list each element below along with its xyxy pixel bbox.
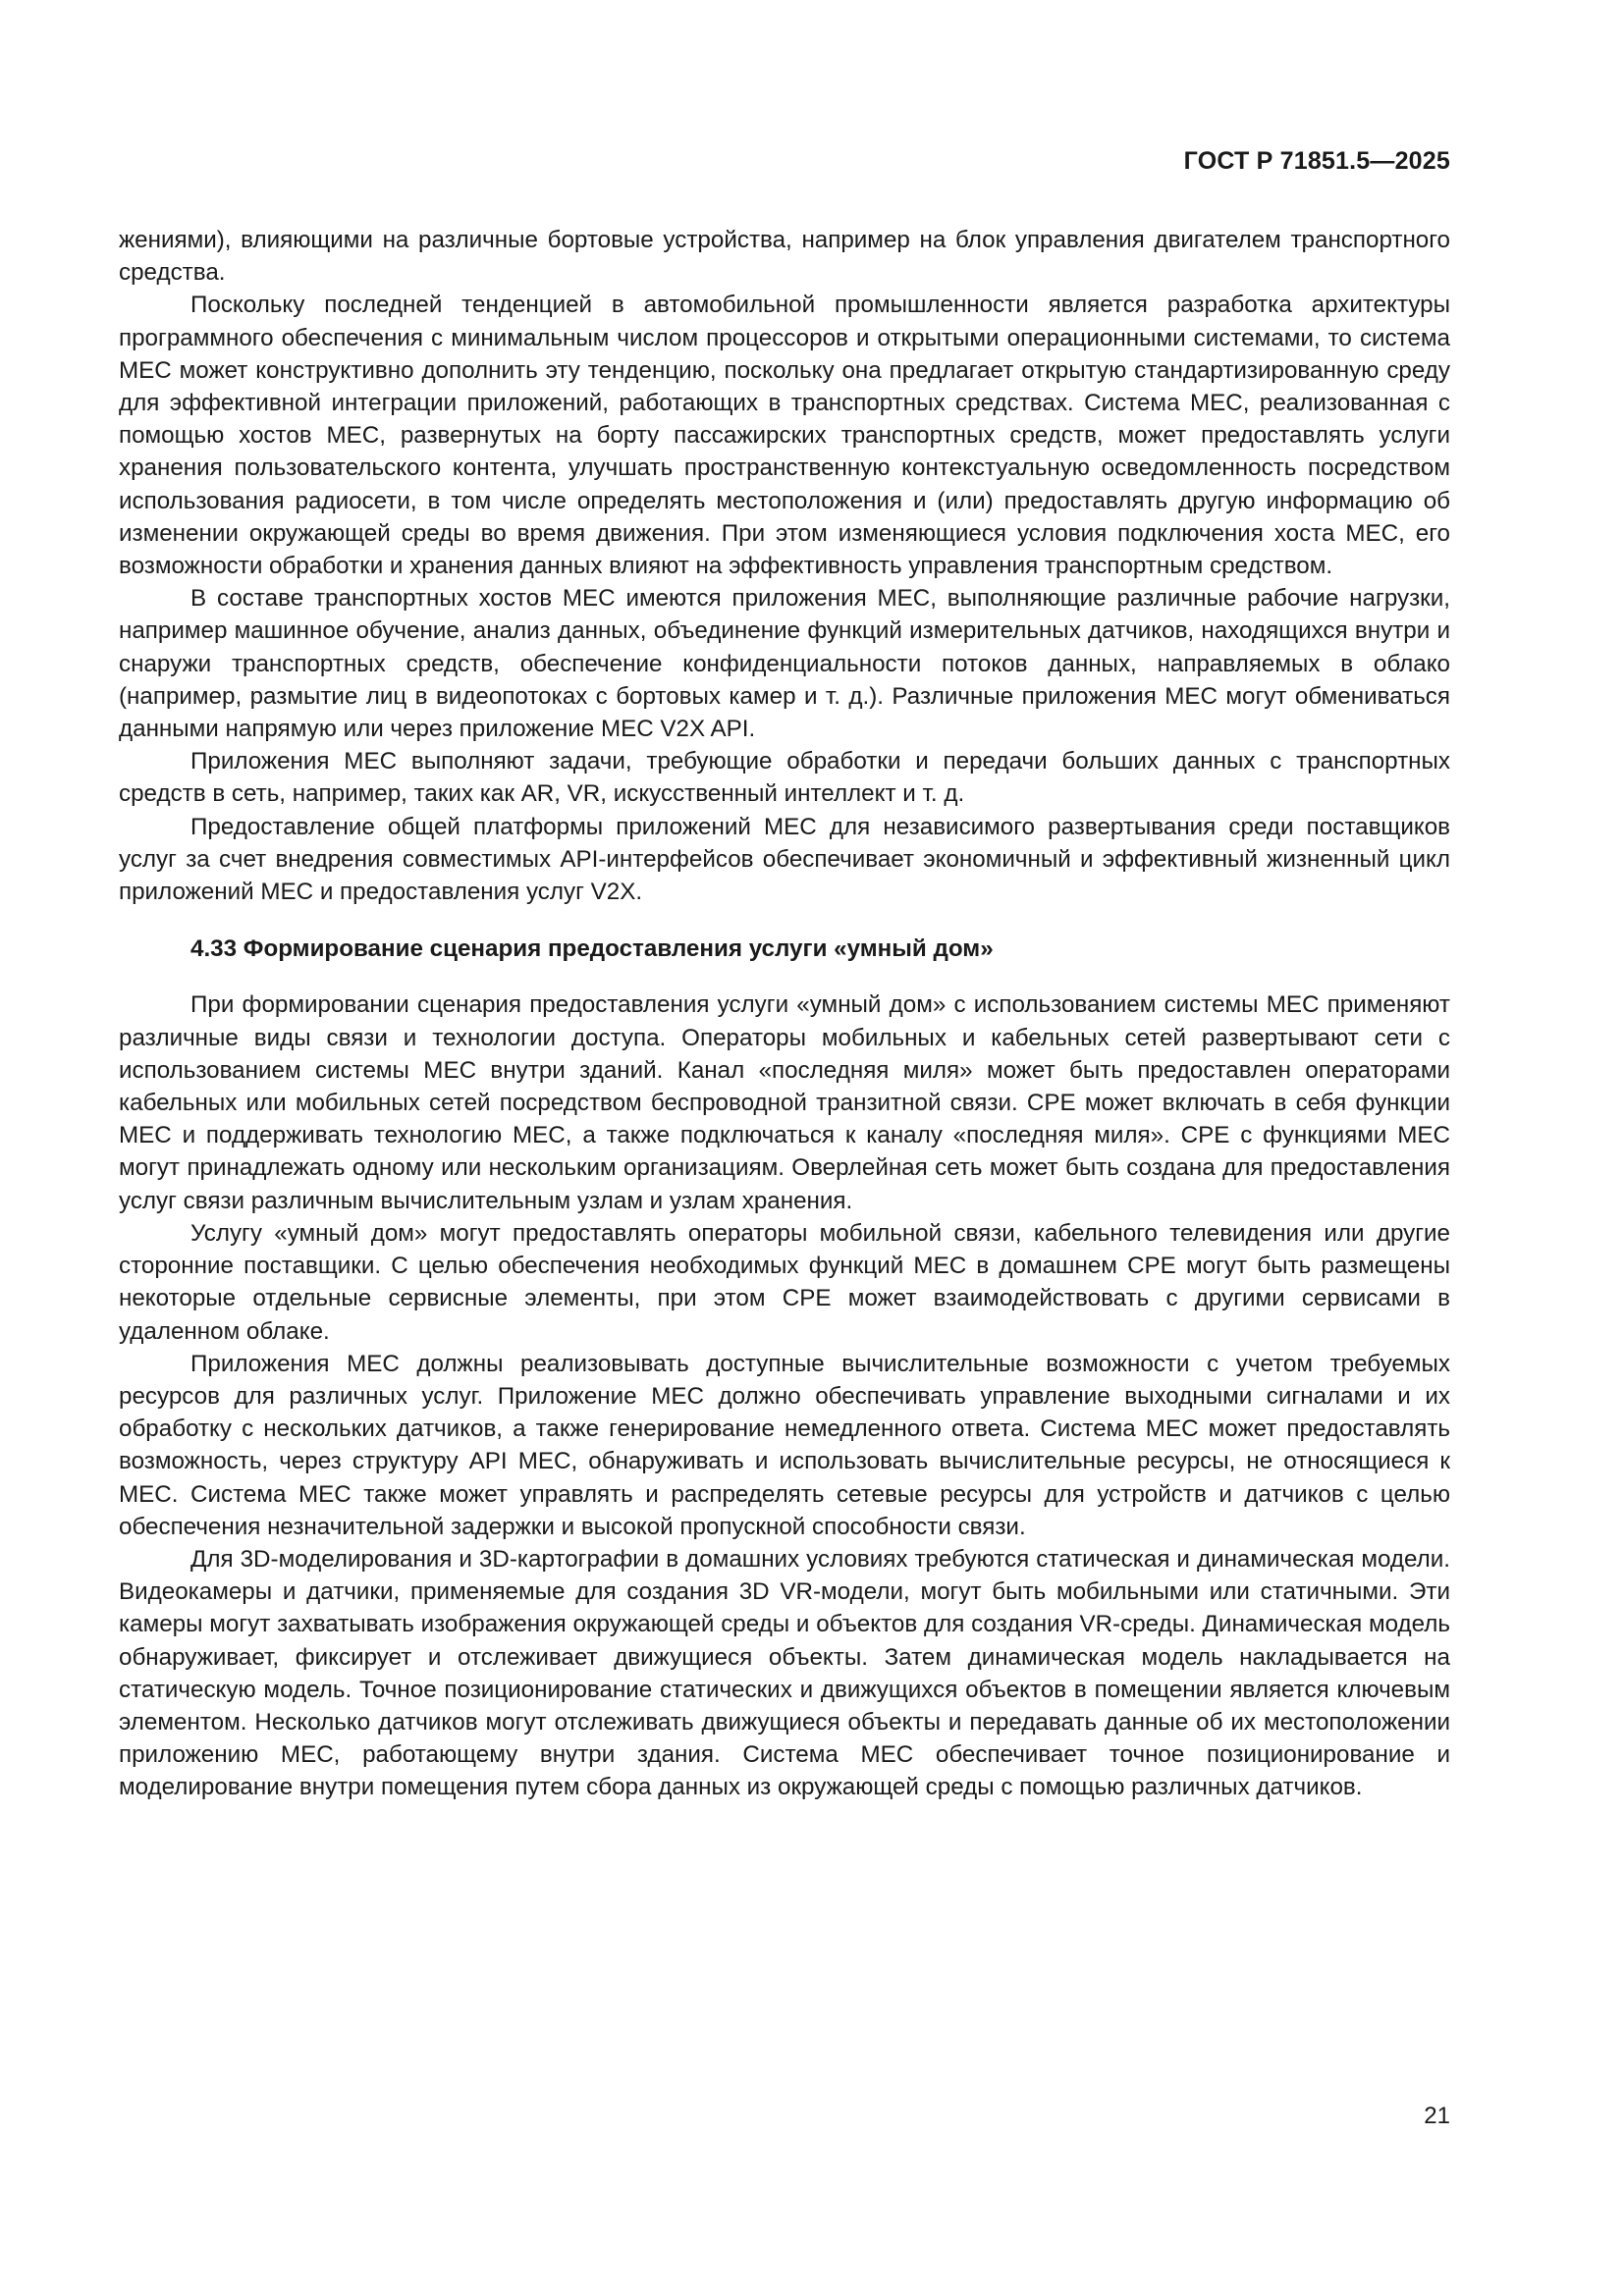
paragraph: В составе транспортных хостов МЕС имеются приложения МЕС, выполняющие различные рабочие нагрузки, например машинное обучение, анализ данных, объединение функций измерительных датчиков, находящихся внутри и снаружи транспортных средств, обеспечение конфиденциальности потоков данных, направляемых в облако (например, размытие лиц в видеопотоках с бортовых камер и т. д.). Различные приложения МЕС могут обмениваться данными напрямую или через приложение МЕС V2X API.	[119, 585, 1450, 743]
paragraph: Приложения МЕС должны реализовывать доступные вычислительные возможности с учетом требуемых ресурсов для различных услуг. Приложение МЕС должно обеспечивать управление выходными сигналами и их обработку с нескольких датчиков, а также генерирование немедленного ответа. Система МЕС может предоставлять возможность, через структуру API МЕС, обнаруживать и использовать вычислительные ресурсы, не относящиеся к МЕС. Система МЕС также может управлять и распределять сетевые ресурсы для устройств и датчиков с целью обеспечения незначительной задержки и высокой пропускной способности связи.	[119, 1350, 1450, 1540]
paragraph: Поскольку последней тенденцией в автомобильной промышленности является разработка архитектуры программного обеспечения с минимальным числом процессоров и открытыми операционными системами, то система МЕС может конструктивно дополнить эту тенденцию, поскольку она предлагает открытую стандартизированную среду для эффективной интеграции приложений, работающих в транспортных средствах. Система МЕС, реализованная с помощью хостов МЕС, развернутых на борту пассажирских транспортных средств, может предоставлять услуги хранения пользовательского контента, улучшать пространственную контекстуальную осведомленность посредством использования радиосети, в том числе определять местоположения и (или) предоставлять другую информацию об изменении окружающей среды во время движения. При этом изменяющиеся условия подключения хоста МЕС, его возможности обработки и хранения данных влияют на эффективность управления транспортным средством.	[119, 292, 1450, 580]
paragraph-continuation: жениями), влияющими на различные бортовые устройства, например на блок управления двигателем транспортного средства.	[119, 227, 1450, 287]
paragraph: Предоставление общей платформы приложений МЕС для независимого развертывания среди поставщиков услуг за счет внедрения совместимых API-интерфейсов обеспечивает экономичный и эффективный жизненный цикл приложений МЕС и предоставления услуг V2X.	[119, 813, 1450, 906]
section-heading: 4.33 Формирование сценария предоставления услуги «умный дом»	[190, 935, 994, 963]
page-number: 21	[1424, 2103, 1450, 2129]
standard-header: ГОСТ Р 71851.5—2025	[1183, 147, 1450, 175]
paragraph: Услугу «умный дом» могут предоставлять операторы мобильной связи, кабельного телевидения или другие сторонние поставщики. С целью обеспечения необходимых функций МЕС в домашнем СРЕ могут быть размещены некоторые отдельные сервисные элементы, при этом СРЕ может взаимодействовать с другими сервисами в удаленном облаке.	[119, 1219, 1450, 1345]
paragraph: При формировании сценария предоставления услуги «умный дом» с использованием системы МЕС применяют различные виды связи и технологии доступа. Операторы мобильных и кабельных сетей развертывают сети с использованием системы МЕС внутри зданий. Канал «последняя миля» может быть предоставлен операторами кабельных или мобильных сетей посредством беспроводной транзитной связи. СРЕ может включать в себя функции МЕС и поддерживать технологию МЕС, а также подключаться к каналу «последняя миля». СРЕ с функциями МЕС могут принадлежать одному или нескольким организациям. Оверлейная сеть может быть создана для предоставления услуг связи различным вычислительным узлам и узлам хранения.	[119, 991, 1450, 1214]
paragraph: Приложения МЕС выполняют задачи, требующие обработки и передачи больших данных с транспортных средств в сеть, например, таких как AR, VR, искусственный интеллект и т. д.	[119, 748, 1450, 808]
paragraph: Для 3D-моделирования и 3D-картографии в домашних условиях требуются статическая и динамическая модели. Видеокамеры и датчики, применяемые для создания 3D VR-модели, могут быть мобильными или статичными. Эти камеры могут захватывать изображения окружающей среды и объектов для создания VR-среды. Динамическая модель обнаруживает, фиксирует и отслеживает движущиеся объекты. Затем динамическая модель накладывается на статическую модель. Точное позиционирование статических и движущихся объектов в помещении является ключевым элементом. Несколько датчиков могут отслеживать движущиеся объекты и передавать данные об их местоположении приложению МЕС, работающему внутри здания. Система МЕС обеспечивает точное позиционирование и моделирование внутри помещения путем сбора данных из окружающей среды с помощью различных датчиков.	[119, 1545, 1450, 1801]
body-text	[119, 224, 1450, 1804]
